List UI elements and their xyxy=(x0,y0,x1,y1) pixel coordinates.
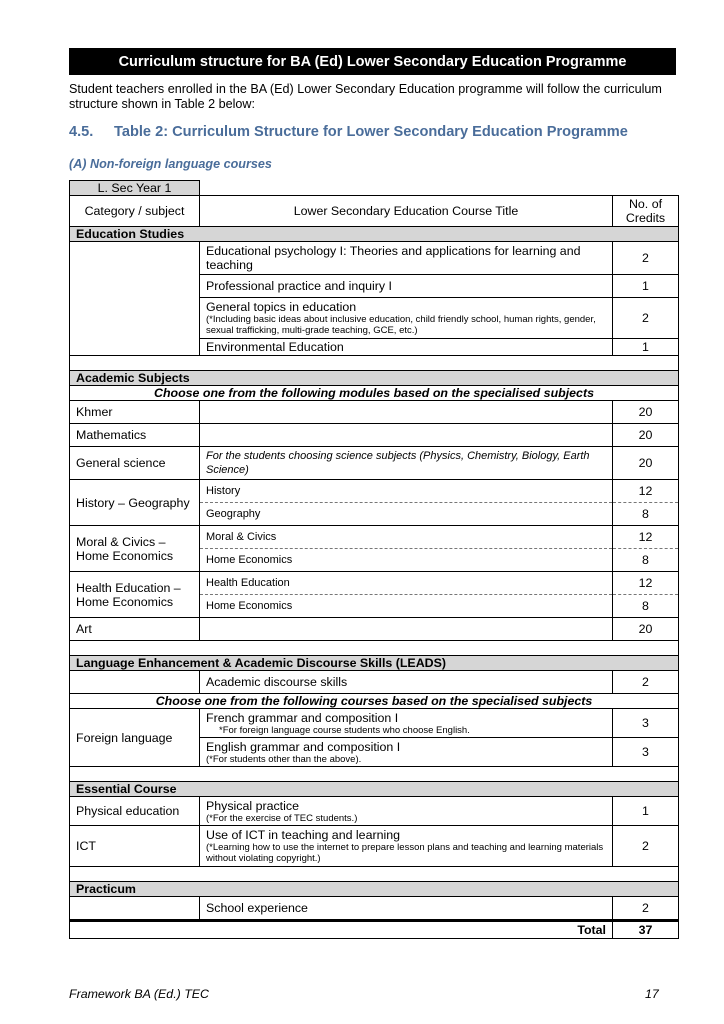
total-value: 37 xyxy=(613,921,679,939)
table-row: Foreign language French grammar and composition I *For foreign language course students who choose English. 3 xyxy=(70,709,679,738)
page-number: 17 xyxy=(645,987,659,1001)
table-row: Geography 8 xyxy=(70,503,679,526)
footer-title: Framework BA (Ed.) TEC xyxy=(69,987,209,1001)
year-row xyxy=(70,181,679,196)
table-row: History – Geography History 12 xyxy=(70,480,679,503)
table-row: General science For the students choosing science subjects (Physics, Chemistry, Biology, Earth Science) 20 xyxy=(70,447,679,480)
table-row: Educational psychology I: Theories and applications for learning and teaching 2 xyxy=(70,242,679,275)
header-row xyxy=(70,196,679,227)
section-number: 4.5. xyxy=(69,124,94,140)
header-credits: No. of Credits xyxy=(613,196,679,227)
table-row: English grammar and composition I (*For students other than the above). 3 xyxy=(70,738,679,767)
table-row: Art 20 xyxy=(70,618,679,641)
total-row xyxy=(70,921,679,939)
page-banner: Curriculum structure for BA (Ed) Lower Secondary Education Programme xyxy=(69,48,676,75)
table-row: Physical education Physical practice (*For the exercise of TEC students.) 1 xyxy=(70,797,679,826)
choose-row: Choose one from the following modules based on the specialised subjects xyxy=(70,386,679,401)
table-row: Home Economics 8 xyxy=(70,595,679,618)
table-row: Health Education – Home Economics Health Education 12 xyxy=(70,572,679,595)
year-label: L. Sec Year 1 xyxy=(70,181,200,196)
table-row: Mathematics 20 xyxy=(70,424,679,447)
section-row-leads: Language Enhancement & Academic Discourse Skills (LEADS) xyxy=(70,656,679,671)
total-label: Total xyxy=(70,921,613,939)
table-row: Academic discourse skills 2 xyxy=(70,671,679,694)
section-row-academic: Academic Subjects xyxy=(70,371,679,386)
sub-heading: (A) Non-foreign language courses xyxy=(69,157,272,171)
section-row-education: Education Studies xyxy=(70,227,679,242)
table-row: Khmer 20 xyxy=(70,401,679,424)
header-title: Lower Secondary Education Course Title xyxy=(200,196,613,227)
section-heading xyxy=(69,124,689,140)
table-row: School experience 2 xyxy=(70,897,679,921)
table-row: General topics in education (*Including basic ideas about inclusive education, child friendly school, human rights, gender, sexual trafficking, multi-grade teaching, GCE, etc.) 2 xyxy=(70,298,679,339)
section-title: Table 2: Curriculum Structure for Lower Secondary Education Programme xyxy=(114,124,628,140)
intro-paragraph: Student teachers enrolled in the BA (Ed) Lower Secondary Education programme will follow the curriculum structure shown in Table 2 below: xyxy=(69,82,662,111)
table-row: Home Economics 8 xyxy=(70,549,679,572)
section-row-essential: Essential Course xyxy=(70,782,679,797)
table-row: ICT Use of ICT in teaching and learning (*Learning how to use the internet to prepare lesson plans and teaching and learning materials without violating copyright.) 2 xyxy=(70,826,679,867)
header-category: Category / subject xyxy=(70,196,200,227)
curriculum-table xyxy=(69,180,679,939)
table-row: Environmental Education 1 xyxy=(70,339,679,356)
choose-row: Choose one from the following courses based on the specialised subjects xyxy=(70,694,679,709)
section-row-practicum: Practicum xyxy=(70,882,679,897)
table-row: Professional practice and inquiry I 1 xyxy=(70,275,679,298)
table-row: Moral & Civics – Home Economics Moral & Civics 12 xyxy=(70,526,679,549)
